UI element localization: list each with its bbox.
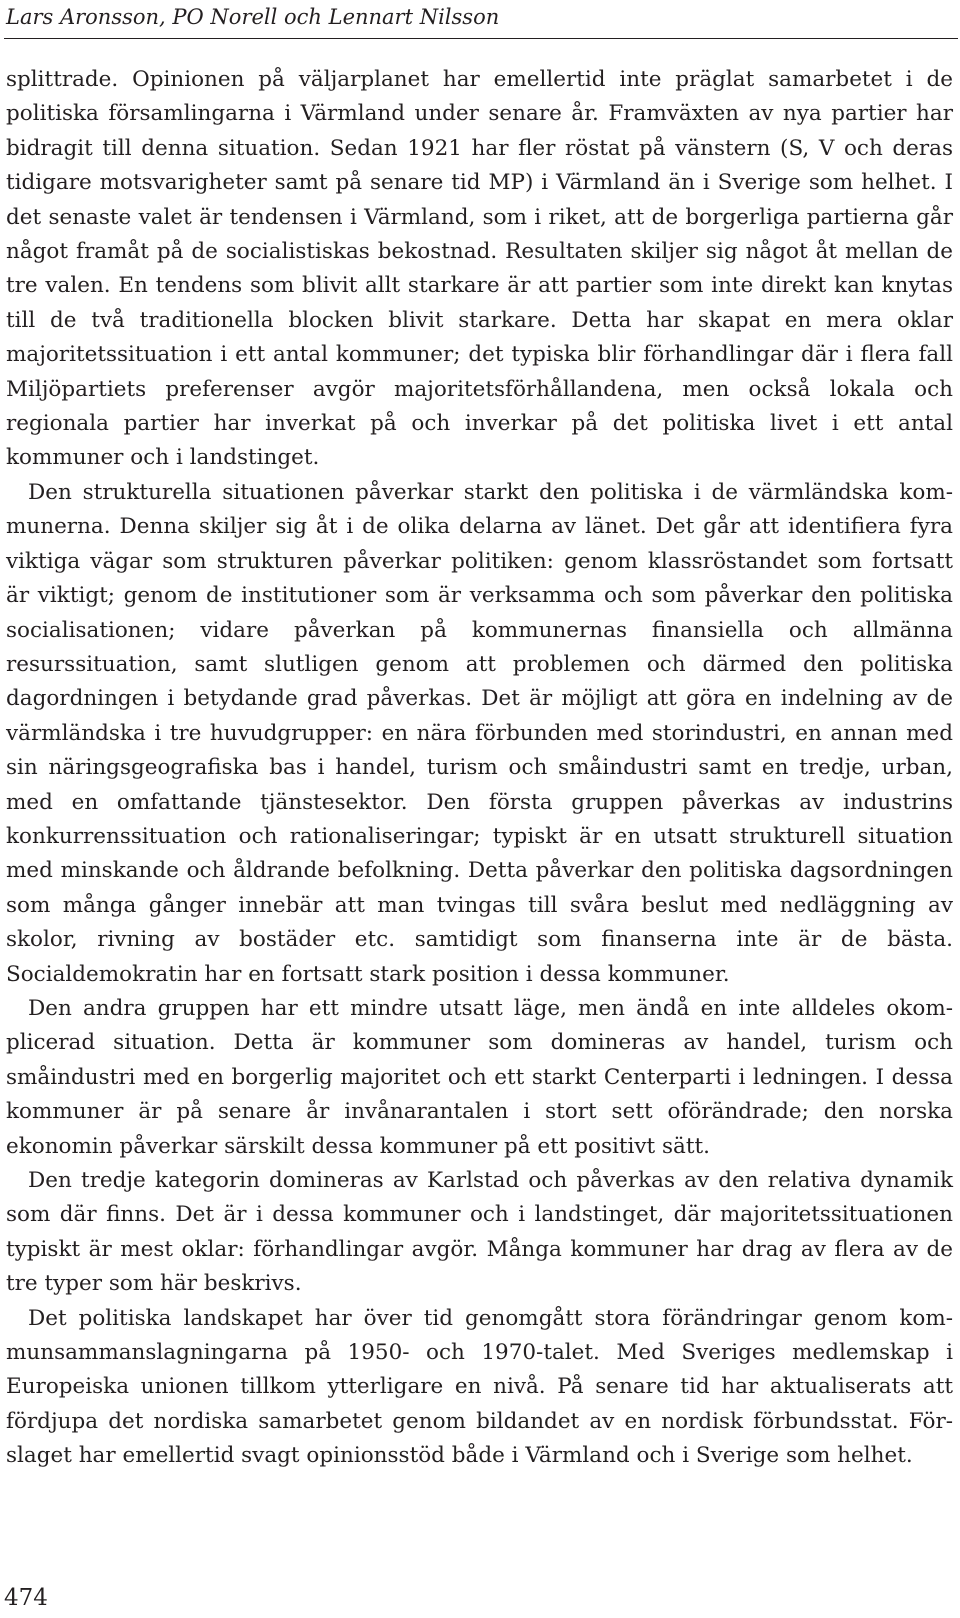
running-head: Lars Aronsson, PO Norell och Lennart Nilsson	[6, 5, 500, 29]
body-text	[6, 63, 953, 1474]
paragraph-1: splittrade. Opinionen på väljarplanet har emellertid inte präglat samarbetet i de politiska församlingarna i Värmland under senare år. Framväxten av nya partier har bidragit till denna situation. Sedan 1921 har fler röstat på vänstern (S, V och deras tidigare motsvarigheter samt på senare tid MP) i Värmland än i Sverige som helhet. I det senaste valet är tendensen i Värmland, som i riket, att de borgerliga partierna går något framåt på de socialistiskas bekostnad. Resultaten skiljer sig något åt mellan de tre valen. En tendens som blivit allt starkare är att partier som inte direkt kan knytas till de två traditionella blocken blivit starkare. Detta har skapat en mera oklar majoritetssituation i ett antal kommuner; det typiska blir förhandlingar där i flera fall Miljöpartiets preferenser avgör majoritetsförhållandena, men också lokala och regionala partier har inverkat på och inverkar på det politiska livet i ett antal kommuner och i landstinget.	[6, 67, 953, 471]
paragraph-5: Det politiska landskapet har över tid genomgått stora förändringar genom kommunsammanslagningarna på 1950- och 1970-talet. Med Sveriges medlemskap i Europeiska unionen tillkom ytterligare en nivå. På senare tid har aktualiserats att fördjupa det nordiska samarbetet genom bildandet av en nordisk förbundsstat. Förslaget har emellertid svagt opinionsstöd både i Värmland och i Sverige som helhet.	[6, 1305, 953, 1469]
paragraph-3: Den andra gruppen har ett mindre utsatt läge, men ändå en inte alldeles okomplicerad situation. Detta är kommuner som domineras av handel, turism och småindustri med en borgerlig majoritet och ett starkt Centerparti i ledningen. I dessa kommuner är på senare år invånarantalen i stort sett oförändrade; den norska ekonomin påverkar särskilt dessa kommuner på ett positivt sätt.	[6, 995, 953, 1159]
paragraph-4: Den tredje kategorin domineras av Karlstad och påverkas av den relativa dynamik som där finns. Det är i dessa kommuner och i landstinget, där majoritetssituationen typiskt är mest oklar: förhandlingar avgör. Många kommuner har drag av flera av de tre typer som här beskrivs.	[6, 1168, 953, 1297]
paragraph-2: Den strukturella situationen påverkar starkt den politiska i de värmländska kommunerna. Denna skiljer sig åt i de olika delarna av länet. Det går att identifiera fyra viktiga vägar som strukturen påverkar politiken: genom klassröstandet som fortsatt är viktigt; genom de institutioner som är verksamma och som påverkar den politiska socialisationen; vidare påverkan på kommunernas finansiella och allmänna resurssituation, samt slutligen genom att problemen och därmed den politiska dagordningen i betydande grad påverkas. Det är möjligt att göra en indelning av de värmländska i tre huvudgrupper: en nära förbunden med storindustri, en annan med sin näringsgeografiska bas i handel, turism och småindustri samt en tredje, urban, med en omfattande tjänstesektor. Den första gruppen påverkas av industrins konkurrenssituation och rationaliseringar; typiskt är en utsatt strukturell situation med minskande och åldrande befolkning. Detta påverkar den politiska dagsordningen som många gånger innebär att man tvingas till svåra beslut med nedläggning av skolor, rivning av bostäder etc. samtidigt som finanserna inte är de bästa. Socialdemokratin har en fortsatt stark position i dessa kommuner.	[6, 479, 953, 987]
page-number: 474	[4, 1585, 48, 1611]
header-rule	[4, 38, 958, 39]
